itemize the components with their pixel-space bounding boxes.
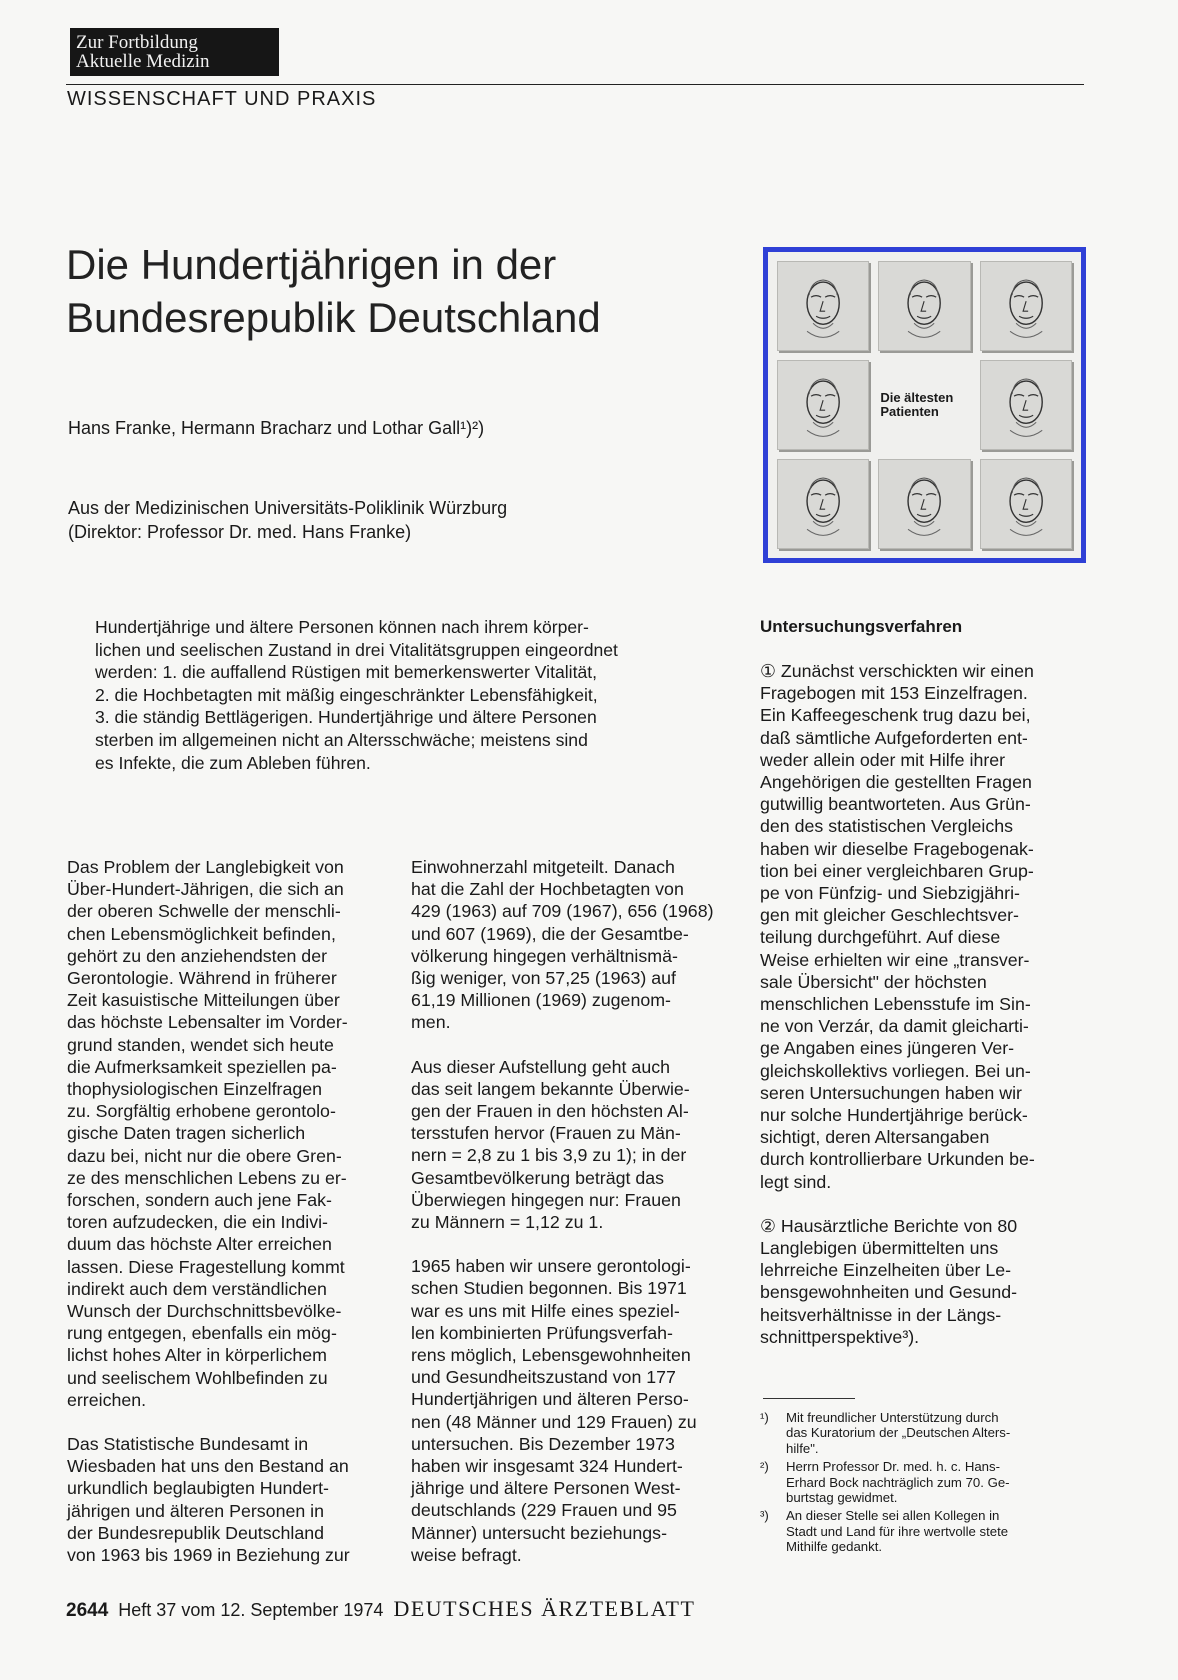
footnote-line: hilfe".	[786, 1440, 819, 1456]
text-line: hat die Zahl der Hochbetagten von	[411, 879, 684, 900]
text-line: das höchste Lebensalter im Vorder-	[67, 1012, 348, 1033]
text-line: gen mit gleicher Geschlechtsver-	[760, 905, 1019, 926]
text-line: seren Untersuchungen haben wir	[760, 1082, 1022, 1103]
text-line: urkundlich beglaubigten Hundert-	[67, 1478, 329, 1499]
figure-caption-line2: Patienten	[880, 404, 939, 419]
text-line: Das Problem der Langlebigkeit von	[67, 857, 344, 877]
text-line: grund standen, wendet sich heute	[67, 1034, 334, 1055]
footnote-line: An dieser Stelle sei allen Kollegen in	[786, 1508, 1000, 1524]
text-line: werden: 1. die auffallend Rüstigen mit bemerkenswerter Vitalität,	[95, 662, 598, 683]
footnote-mark: ¹)	[760, 1410, 769, 1425]
text-line: jährigen und älteren Personen in	[67, 1500, 325, 1521]
text-line: teilung durchgeführt. Auf diese	[760, 927, 1001, 948]
title-line2: Bundesrepublik Deutschland	[66, 294, 601, 341]
issue-info: Heft 37 vom 12. September 1974	[118, 1600, 384, 1620]
footnote-line: burtstag gewidmet.	[786, 1490, 898, 1506]
footnote-line: Erhard Bock nachträglich zum 70. Ge-	[786, 1474, 1010, 1490]
text-line: toren aufzudecken, die ein Indivi-	[67, 1212, 328, 1233]
text-line: lichen und seelischen Zustand in drei Vitalitätsgruppen eingeordnet	[95, 639, 618, 660]
section-label-line2: Aktuelle Medizin	[76, 51, 210, 72]
text-line: erreichen.	[67, 1389, 147, 1410]
text-line: Überwiegen hingegen nur: Frauen	[411, 1189, 681, 1210]
text-line: weder allein oder mit Hilfe ihrer	[760, 749, 1006, 770]
text-line: ge Angaben eines jüngeren Ver-	[760, 1038, 1015, 1059]
text-line: der oberen Schwelle der menschli-	[67, 901, 341, 922]
text-line: und 607 (1969), die der Gesamtbe-	[411, 923, 689, 944]
text-line: 429 (1963) auf 709 (1967), 656 (1968)	[411, 901, 714, 922]
text-line: nern = 2,8 zu 1 bis 3,9 zu 1); in der	[411, 1145, 687, 1166]
footnote-text	[786, 1410, 1010, 1456]
text-line: die Aufmerksamkeit speziellen pa-	[67, 1056, 337, 1077]
text-line: ② Hausärztliche Berichte von 80	[760, 1215, 1018, 1236]
text-line: Wunsch der Durchschnittsbevölke-	[67, 1301, 342, 1322]
portrait-figure	[763, 247, 1086, 563]
page-number: 2644	[66, 1600, 109, 1621]
column-3	[760, 660, 1085, 1370]
text-line: len kombinierten Prüfungsverfah-	[411, 1322, 673, 1343]
text-line: war es uns mit Hilfe eines speziel-	[411, 1300, 680, 1321]
text-line: tersstufen hervor (Frauen zu Män-	[411, 1123, 681, 1144]
text-line: schen Studien begonnen. Bis 1971	[411, 1278, 687, 1299]
text-line: und Gesundheitszustand von 177	[411, 1367, 676, 1388]
text-line: weise befragt.	[411, 1544, 522, 1565]
article-affiliation	[68, 496, 507, 544]
text-line: gehört zu den anziehendsten der	[67, 945, 327, 966]
text-line: haben wir dieselbe Fragebogenak-	[760, 838, 1034, 859]
text-line: zu Männern = 1,12 zu 1.	[411, 1212, 604, 1233]
article-title	[66, 238, 686, 344]
affiliation-line2: (Direktor: Professor Dr. med. Hans Franke)	[68, 522, 412, 542]
text-line: Über-Hundert-Jährigen, die sich an	[67, 879, 344, 900]
article-authors: Hans Franke, Hermann Bracharz und Lothar Gall¹)²)	[68, 418, 485, 438]
footnote-text	[786, 1508, 1008, 1554]
text-line: 1965 haben wir unsere gerontologi-	[411, 1256, 691, 1277]
portrait-sketch-image	[777, 360, 869, 450]
portrait-sketch-image	[777, 261, 869, 351]
footnote-text	[786, 1459, 1010, 1505]
col2-paragraph-3	[411, 1255, 734, 1566]
footnote-line: Mithilfe gedankt.	[786, 1539, 883, 1555]
text-line: forschen, sondern auch jene Fak-	[67, 1190, 332, 1211]
text-line: gische Daten tragen sicherlich	[67, 1123, 306, 1144]
text-line: Einwohnerzahl mitgeteilt. Danach	[411, 857, 675, 877]
footnote	[760, 1459, 1080, 1505]
portrait-sketch-image	[777, 459, 869, 549]
page-footer	[66, 1596, 695, 1622]
text-line: Aus dieser Aufstellung geht auch	[411, 1056, 670, 1077]
text-line: zu. Sorgfältig erhobene gerontolo-	[67, 1101, 336, 1122]
portrait-sketch-image	[980, 459, 1072, 549]
section-heading: Untersuchungsverfahren	[760, 617, 963, 636]
text-line: Wiesbaden hat uns den Bestand an	[67, 1456, 349, 1477]
text-line: heitsverhältnisse in der Längs-	[760, 1304, 1002, 1325]
footnote	[760, 1508, 1080, 1554]
text-line: gutwillig beantworteten. Aus Grün-	[760, 794, 1031, 815]
col2-paragraph-2	[411, 1056, 734, 1234]
text-line: von 1963 bis 1969 in Beziehung zur	[67, 1545, 350, 1566]
text-line: lehrreiche Einzelheiten über Le-	[760, 1260, 1012, 1281]
text-line: 61,19 Millionen (1969) zugenom-	[411, 990, 671, 1011]
text-line: sichtigt, deren Altersangaben	[760, 1127, 990, 1148]
footnote-rule	[763, 1398, 855, 1399]
portrait-sketch-image	[980, 261, 1072, 351]
text-line: gleichskollektivs vorliegen. Bei un-	[760, 1060, 1031, 1081]
footnote-line: das Kuratorium der „Deutschen Alters-	[786, 1425, 1011, 1441]
text-line: men.	[411, 1012, 451, 1033]
portrait-sketch-image	[980, 360, 1072, 450]
text-line: 2. die Hochbetagten mit mäßig eingeschränkter Lebensfähigkeit,	[95, 684, 598, 705]
text-line: Das Statistische Bundesamt in	[67, 1434, 309, 1455]
text-line: rung entgegen, ebenfalls ein mög-	[67, 1323, 337, 1344]
text-line: Fragebogen mit 153 Einzelfragen.	[760, 683, 1028, 704]
text-line: der Bundesrepublik Deutschland	[67, 1522, 325, 1543]
footnote-line: Herrn Professor Dr. med. h. c. Hans-	[786, 1459, 1000, 1475]
text-line: sterben im allgemeinen nicht an Altersschwäche; meistens sind	[95, 729, 588, 750]
text-line: gen der Frauen in den höchsten Al-	[411, 1101, 689, 1122]
footnote	[760, 1410, 1080, 1456]
text-line: ßig weniger, von 57,25 (1963) auf	[411, 968, 676, 989]
text-line: ① Zunächst verschickten wir einen	[760, 661, 1034, 681]
text-line: völkerung hingegen verhältnismä-	[411, 945, 678, 966]
header-rule	[66, 84, 1084, 85]
text-line: Langlebigen übermittelten uns	[760, 1238, 999, 1259]
text-line: lassen. Diese Fragestellung kommt	[67, 1256, 345, 1277]
text-line: es Infekte, die zum Ableben führen.	[95, 752, 371, 773]
col3-paragraph-2	[760, 1215, 1085, 1348]
text-line: Gerontologie. Während in früherer	[67, 968, 337, 989]
running-head: WISSENSCHAFT UND PRAXIS	[67, 88, 377, 110]
footnote-line: Stadt und Land für ihre wertvolle stete	[786, 1523, 1009, 1539]
text-line: bensgewohnheiten und Gesund-	[760, 1282, 1018, 1303]
section-label-line1: Zur Fortbildung	[76, 32, 198, 53]
text-line: dazu bei, nicht nur die obere Gren-	[67, 1145, 342, 1166]
text-line: indirekt auch dem verständlichen	[67, 1278, 327, 1299]
abstract	[95, 616, 707, 774]
text-line: 3. die ständig Bettlägerigen. Hundertjährige und ältere Personen	[95, 707, 597, 728]
text-line: pe von Fünfzig- und Siebzigjähri-	[760, 883, 1020, 904]
portrait-sketch-image	[878, 459, 970, 549]
text-line: den des statistischen Vergleichs	[760, 816, 1014, 837]
text-line: Hundertjährigen und älteren Perso-	[411, 1389, 689, 1410]
text-line: Weise erhielten wir eine „transver-	[760, 949, 1030, 970]
text-line: Zeit kasuistische Mitteilungen über	[67, 990, 340, 1011]
section-label-box	[70, 28, 279, 76]
text-line: nen (48 Männer und 129 Frauen) zu	[411, 1411, 697, 1432]
text-line: daß sämtliche Aufgeforderten ent-	[760, 727, 1028, 748]
footnote-line: Mit freundlicher Unterstützung durch	[786, 1410, 999, 1425]
column-1	[67, 856, 389, 1588]
figure-caption	[878, 360, 970, 450]
footnote-mark: ²)	[760, 1459, 769, 1475]
text-line: untersuchen. Bis Dezember 1973	[411, 1433, 675, 1454]
text-line: Männer) untersucht beziehungs-	[411, 1522, 667, 1543]
text-line: thophysiologischen Einzelfragen	[67, 1079, 323, 1100]
text-line: menschlichen Lebensstufe im Sin-	[760, 994, 1031, 1015]
text-line: rens möglich, Lebensgewohnheiten	[411, 1345, 691, 1366]
col1-paragraph-1	[67, 856, 389, 1411]
text-line: legt sind.	[760, 1171, 832, 1192]
text-line: und seelischem Wohlbefinden zu	[67, 1367, 328, 1388]
text-line: lichst hohes Alter in körperlichem	[67, 1345, 327, 1366]
col2-paragraph-1	[411, 856, 734, 1034]
journal-name: DEUTSCHES ÄRZTEBLATT	[393, 1596, 696, 1621]
text-line: Ein Kaffeegeschenk trug dazu bei,	[760, 705, 1031, 726]
text-line: tion bei einer vergleichbaren Grup-	[760, 860, 1034, 881]
text-line: schnittperspektive³).	[760, 1326, 920, 1347]
col1-paragraph-2	[67, 1433, 389, 1566]
text-line: durch kontrollierbare Urkunden be-	[760, 1149, 1035, 1170]
text-line: Angehörigen die gestellten Fragen	[760, 772, 1032, 793]
text-line: Hundertjährige und ältere Personen können nach ihrem körper-	[95, 617, 589, 637]
portrait-grid	[768, 252, 1081, 558]
column-2	[411, 856, 734, 1588]
footnote-mark: ³)	[760, 1508, 769, 1524]
col3-paragraph-1	[760, 660, 1085, 1193]
affiliation-line1: Aus der Medizinischen Universitäts-Poliklinik Würzburg	[68, 498, 508, 518]
text-line: chen Lebensmöglichkeit befinden,	[67, 923, 336, 944]
footnotes	[760, 1410, 1080, 1558]
text-line: Gesamtbevölkerung beträgt das	[411, 1167, 665, 1188]
text-line: das seit langem bekannte Überwie-	[411, 1078, 690, 1099]
figure-caption-line1: Die ältesten	[880, 390, 954, 405]
text-line: ne von Verzár, da damit gleicharti-	[760, 1016, 1029, 1037]
title-line1: Die Hundertjährigen in der	[66, 241, 557, 288]
text-line: duum das höchste Alter erreichen	[67, 1234, 332, 1255]
portrait-sketch-image	[878, 261, 970, 351]
text-line: nur solche Hundertjährige berück-	[760, 1105, 1028, 1126]
text-line: jährige und ältere Personen West-	[411, 1478, 681, 1499]
text-line: sale Übersicht" der höchsten	[760, 971, 987, 992]
text-line: haben wir insgesamt 324 Hundert-	[411, 1456, 683, 1477]
text-line: deutschlands (229 Frauen und 95	[411, 1500, 677, 1521]
text-line: ze des menschlichen Lebens zu er-	[67, 1167, 347, 1188]
